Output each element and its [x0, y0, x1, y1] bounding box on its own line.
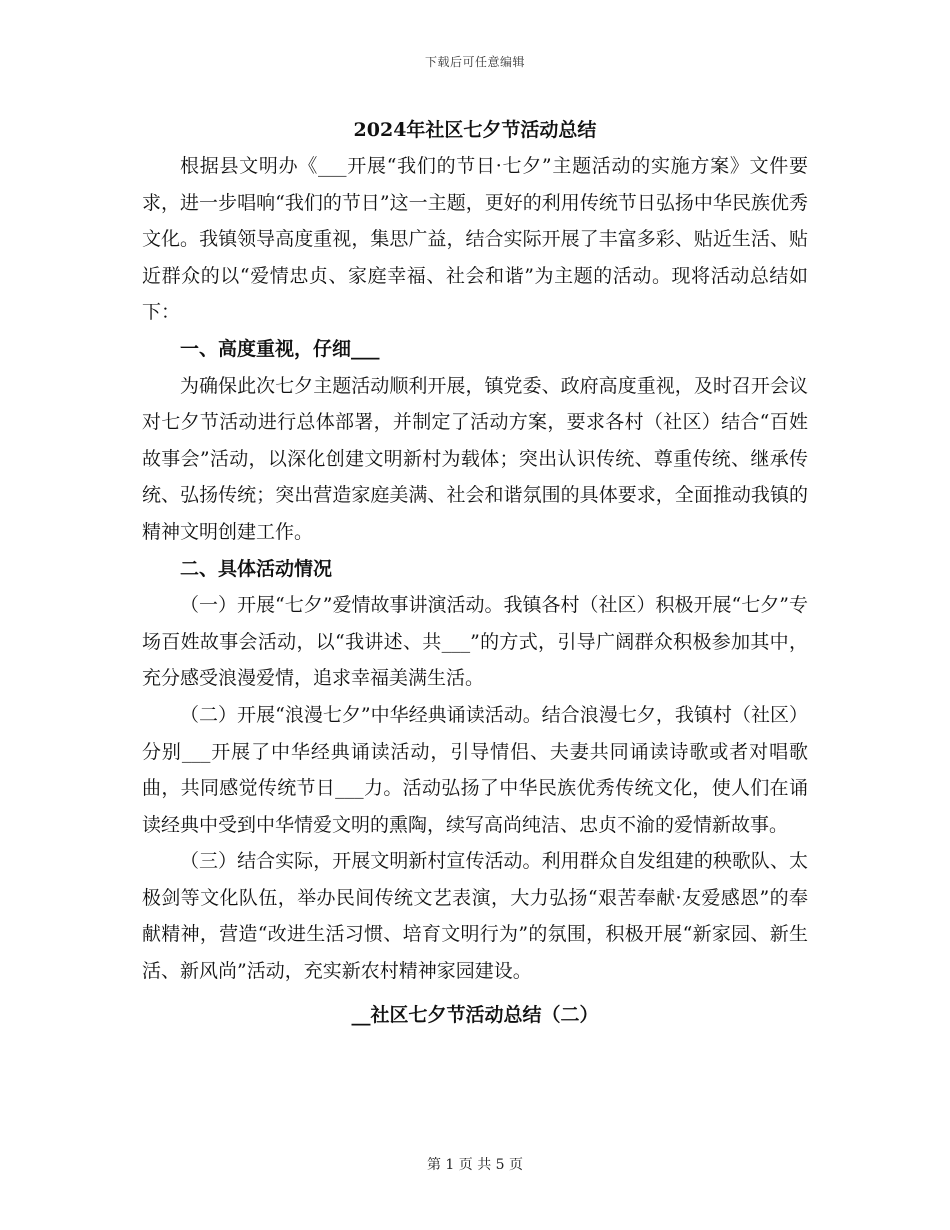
intro-paragraph: 根据县文明办《___开展“我们的节日·七夕”主题活动的实施方案》文件要求，进一步唱响“我们的节日”这一主题，更好的利用传统节日弘扬中华民族优秀文化。我镇领导高度重视，集思广益，结合实际开展了丰富多彩、贴近生活、贴近群众的以“爱情忠贞、家庭幸福、社会和谐”为主题的活动。现将活动总结如下： [142, 155, 808, 324]
section-1-paragraph: 为确保此次七夕主题活动顺利开展，镇党委、政府高度重视，及时召开会议对七夕节活动进行总体部署，并制定了活动方案，要求各村（社区）结合“百姓故事会”活动，以深化创建文明新村为载体；突出认识传统、尊重传统、继承传统、弘扬传统；突出营造家庭美满、社会和谐氛围的具体要求，全面推动我镇的精神文明创建工作。 [142, 374, 808, 543]
activity-item-2: （二）开展“浪漫七夕”中华经典诵读活动。结合浪漫七夕，我镇村（社区）分别___开展了中华经典诵读活动，引导情侣、夫妻共同诵读诗歌或者对唱歌曲，共同感觉传统节日___力。活动弘扬了中华民族优秀传统文化，使人们在诵读经典中受到中华情爱文明的熏陶，续写高尚纯洁、忠贞不渝的爱情新故事。 [142, 703, 808, 836]
section-heading-2: 二、具体活动情况 [180, 557, 333, 580]
activity-item-3: （三）结合实际，开展文明新村宣传活动。利用群众自发组建的秧歌队、太极剑等文化队伍，举办民间传统文艺表演，大力弘扬“艰苦奉献·友爱感恩”的奉献精神，营造“改进生活习惯、培育文明行为”的氛围，积极开展“新家园、新生活、新风尚”活动，充实新农村精神家园建设。 [142, 850, 808, 983]
page-header-note: 下载后可任意编辑 [424, 55, 525, 69]
document-title: 2024年社区七夕节活动总结 [353, 119, 597, 141]
section-heading-1: 一、高度重视，仔细___ [180, 337, 380, 360]
document-subtitle: __社区七夕节活动总结（二） [351, 1003, 599, 1026]
activity-item-1: （一）开展“七夕”爱情故事讲演活动。我镇各村（社区）积极开展“七夕”专场百姓故事会活动，以“我讲述、共___”的方式，引导广阔群众积极参加其中，充分感受浪漫爱情，追求幸福美满生活。 [142, 594, 808, 690]
document-body [142, 112, 808, 1033]
page-footer: 第 1 页 共 5 页 [426, 1157, 524, 1173]
